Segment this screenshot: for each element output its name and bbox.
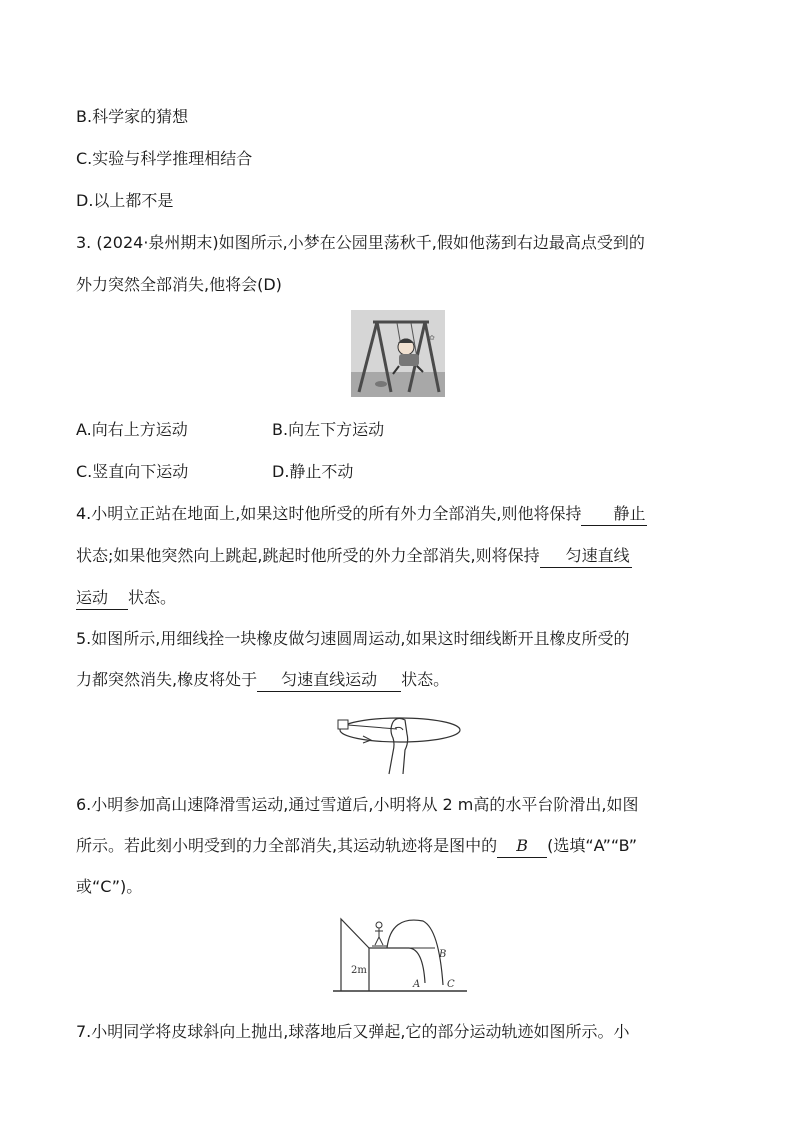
swing-figure: [351, 310, 445, 397]
q6-text: 所示。若此刻小明受到的力全部消失,其运动轨迹将是图中的: [76, 836, 498, 855]
q4-answer-2b: 运动: [76, 587, 128, 610]
q2-option-c: C.实验与科学推理相结合: [76, 149, 253, 168]
q3-option-b: B.向左下方运动: [272, 420, 385, 439]
q4-text: 状态;如果他突然向上跳起,跳起时他所受的外力全部消失,则将保持: [76, 546, 540, 565]
path-b-label: B: [439, 949, 447, 960]
ski-jump-figure: [331, 915, 469, 995]
q6-answer: B: [497, 835, 547, 858]
q4-answer-2a: 匀速直线: [540, 545, 632, 568]
q5-answer: 匀速直线运动: [257, 669, 401, 692]
q5-text: 力都突然消失,橡皮将处于: [76, 670, 258, 689]
height-label: 2m: [351, 965, 367, 976]
q7-line1: 7.小明同学将皮球斜向上抛出,球落地后又弹起,它的部分运动轨迹如图所示。小: [76, 1022, 630, 1041]
path-a-label: A: [413, 979, 421, 990]
svg-text:✿: ✿: [429, 334, 435, 342]
q3-option-c: C.竖直向下运动: [76, 462, 189, 481]
q3-stem-line1: 3. (2024·泉州期末)如图所示,小梦在公园里荡秋千,假如他荡到右边最高点受到的: [76, 233, 645, 252]
q3-option-a: A.向右上方运动: [76, 420, 188, 439]
circular-motion-figure: [335, 708, 465, 776]
q4-line1: [76, 503, 647, 526]
q4-line2: [76, 545, 632, 568]
q4-text: 4.小明立正站在地面上,如果这时他所受的所有外力全部消失,则他将保持: [76, 504, 582, 523]
q6-line2: [76, 835, 637, 858]
q2-option-b: B.科学家的猜想: [76, 107, 189, 126]
q5-line2: [76, 669, 449, 692]
q6-text: (选填“A”“B”: [547, 836, 638, 855]
q3-stem-line2: 外力突然全部消失,他将会(D): [76, 275, 282, 294]
q4-line3: [76, 587, 176, 610]
path-c-label: C: [447, 979, 455, 990]
q6-line1: 6.小明参加高山速降滑雪运动,通过雪道后,小明将从 2 m高的水平台阶滑出,如图: [76, 795, 639, 814]
q2-option-d: D.以上都不是: [76, 191, 174, 210]
q4-text: 状态。: [128, 588, 177, 607]
q3-option-d: D.静止不动: [272, 462, 354, 481]
q5-text: 状态。: [401, 670, 450, 689]
q5-line1: 5.如图所示,用细线拴一块橡皮做匀速圆周运动,如果这时细线断开且橡皮所受的: [76, 629, 630, 648]
q6-line3: 或“C”)。: [76, 877, 143, 896]
q4-answer-1: 静止: [581, 503, 647, 526]
